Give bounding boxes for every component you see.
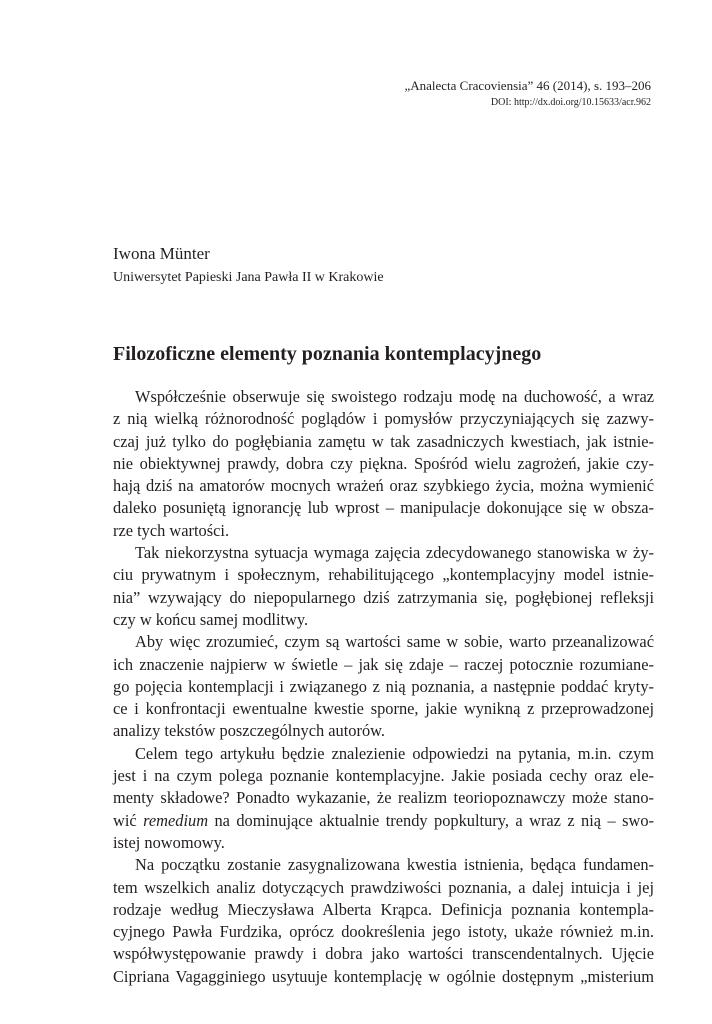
body-line: Cipriana Vagagginiego usytuuje kontemplację w ogólnie dostępnym „misterium (113, 966, 654, 986)
author-affiliation: Uniwersytet Papieski Jana Pawła II w Krakowie (113, 270, 384, 285)
body-line: ce i konfrontacji ewentualne kwestie sporne, jakie wynikną z przeprowadzonej (113, 699, 654, 719)
body-line: nie obiektywnej prawdy, dobra czy piękna. Spośród wielu zagrożeń, jakie czy- (113, 453, 654, 473)
body-line: czaj już tylko do pogłębiania zamętu w tak zasadniczych kwestiach, jak istnie- (113, 431, 654, 451)
running-header (404, 78, 651, 110)
author-block (113, 243, 384, 288)
body-line: ich znaczenie najpierw w świetle – jak się zdaje – raczej potocznie rozumiane- (113, 654, 654, 674)
body-line: rze tych wartości. (113, 520, 230, 540)
article-title: Filozoficzne elementy poznania kontemplacyjnego (113, 343, 542, 365)
journal-citation: „Analecta Cracoviensia” 46 (2014), s. 193–206 (404, 78, 651, 93)
body-line: współwystępowanie prawdy i dobra jako wartości transcendentalnych. Ujęcie (113, 944, 654, 964)
author-name: Iwona Münter (113, 244, 210, 263)
body-line: Aby więc zrozumieć, czym są wartości same w sobie, warto przeanalizować (135, 632, 654, 652)
body-line: jest i na czym polega poznanie kontemplacyjne. Jakie posiada cechy oraz ele- (113, 766, 654, 786)
body-line: tem wszelkich analiz dotyczących prawdziwości poznania, a dalej intuicja i jej (113, 877, 654, 897)
body-line-with-italic (113, 810, 654, 832)
body-line: istej nowomowy. (113, 832, 225, 852)
article-body (113, 386, 654, 988)
body-line: z nią wielką różnorodność poglądów i pomysłów przyczyniających się zazwy- (113, 409, 654, 429)
body-text-fragment: na dominujące aktualnie trendy popkultury, a wraz z nią – swo- (214, 810, 654, 830)
body-line: Współcześnie obserwuje się swoistego rodzaju modę na duchowość, a wraz (135, 387, 654, 406)
body-line: czy w końcu samej modlitwy. (113, 609, 309, 629)
body-line: Na początku zostanie zasygnalizowana kwestia istnienia, będąca fundamen- (135, 855, 654, 875)
body-line: hają dziś na amatorów mocnych wrażeń oraz szybkiego życia, można wymienić (113, 476, 654, 496)
body-line: daleko posuniętą ignorancję lub wprost – manipulacje dokonujące się w obsza- (113, 498, 654, 518)
body-line: ciu prywatnym i społecznym, rehabilitującego „kontemplacyjny model istnie- (113, 565, 654, 585)
body-line: analizy tekstów poszczególnych autorów. (113, 721, 386, 741)
body-line: cyjnego Pawła Furdzika, oprócz dookreślenia jego istoty, ukaże również m.in. (113, 922, 654, 942)
italic-term: remedium (143, 810, 209, 830)
doi-line: DOI: http://dx.doi.org/10.15633/acr.962 (490, 97, 651, 108)
body-text-fragment: wić (113, 810, 144, 830)
body-line: go pojęcia kontemplacji i związanego z nią poznania, a następnie poddać kryty- (113, 676, 654, 696)
body-line: Tak niekorzystna sytuacja wymaga zajęcia zdecydowanego stanowiska w ży- (135, 543, 654, 563)
body-line: Celem tego artykułu będzie znalezienie odpowiedzi na pytania, m.in. czym (135, 743, 654, 763)
body-line: menty składowe? Ponadto wykazanie, że realizm teoriopoznawczy może stano- (113, 788, 654, 808)
body-line: nia” wzywający do niepopularnego dziś zatrzymania się, pogłębionej refleksji (113, 587, 654, 607)
body-line: rodzaje według Mieczysława Alberta Krąpca. Definicja poznania kontempla- (113, 899, 654, 919)
